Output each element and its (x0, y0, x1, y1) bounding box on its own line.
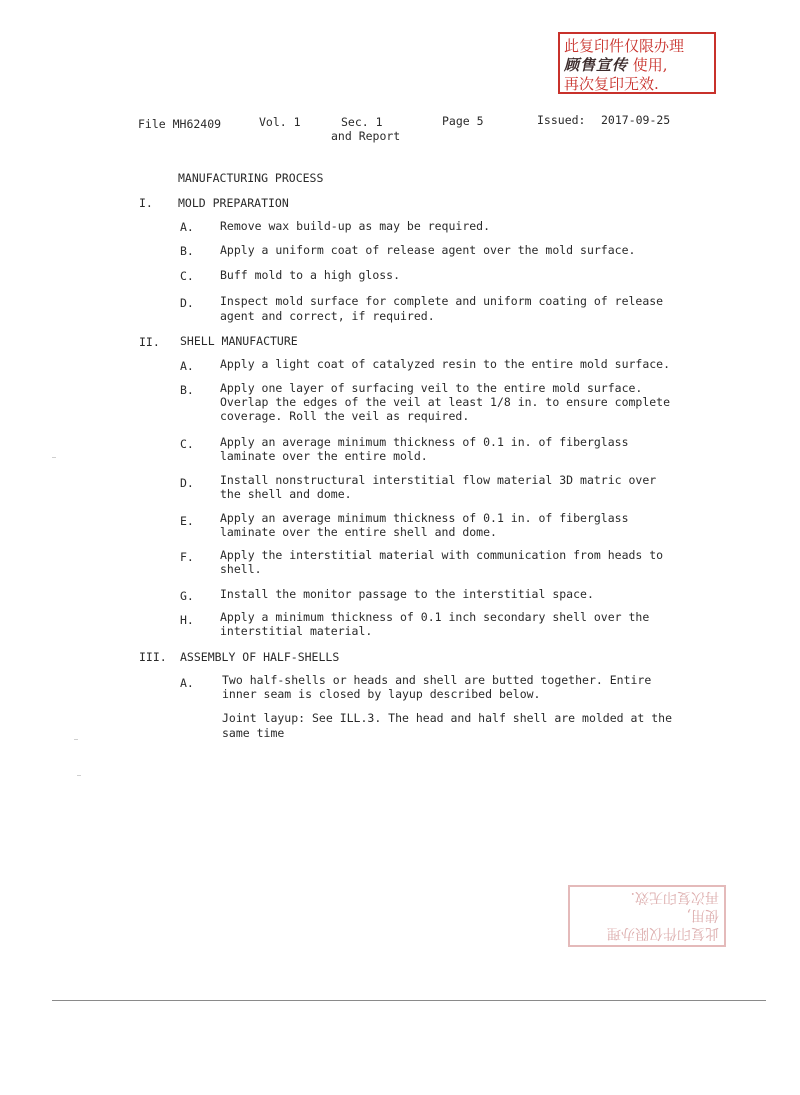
section: Sec. 1 (341, 115, 383, 129)
stamp-line-2-suffix: 使用, (632, 56, 668, 74)
item-text: Remove wax build-up as may be required. (220, 219, 491, 233)
scan-speck (77, 775, 81, 776)
section-numeral: I. (139, 196, 153, 210)
item-letter: B. (180, 244, 194, 258)
issued-label: Issued: (537, 113, 586, 127)
item-letter: B. (180, 383, 194, 397)
item-letter: D. (180, 476, 194, 490)
section-numeral: II. (139, 335, 160, 349)
file-number: File MH62409 (138, 117, 222, 131)
note-text: same time (222, 726, 285, 740)
section-title: SHELL MANUFACTURE (180, 334, 298, 348)
item-letter: A. (180, 359, 194, 373)
stamp-line-2 (564, 56, 710, 75)
item-text: Install nonstructural interstitial flow material 3D matric over (220, 473, 657, 487)
issued-date: 2017-09-25 (601, 113, 671, 127)
note-text: Joint layup: See ILL.3. The head and half shell are molded at the (222, 711, 673, 725)
item-text: Apply one layer of surfacing veil to the entire mold surface. (220, 381, 643, 395)
section-subtitle: and Report (331, 129, 401, 143)
stamp-line-1: 此复印件仅限办理 (564, 37, 685, 55)
item-text: Apply a light coat of catalyzed resin to the entire mold surface. (220, 357, 671, 371)
section-title: ASSEMBLY OF HALF-SHELLS (180, 650, 340, 664)
item-letter: E. (180, 514, 194, 528)
item-text: Apply a uniform coat of release agent over the mold surface. (220, 243, 636, 257)
volume: Vol. 1 (259, 115, 301, 129)
item-text: shell. (220, 562, 262, 576)
document-title: MANUFACTURING PROCESS (178, 171, 324, 185)
item-text: Two half-shells or heads and shell are butted together. Entire (222, 673, 652, 687)
item-text: Apply the interstitial material with communication from heads to (220, 548, 664, 562)
footer-rule (52, 1000, 766, 1001)
faded-stamp-line-3: 再次复印无效. (630, 889, 719, 905)
item-text: laminate over the entire mold. (220, 449, 428, 463)
item-text: Inspect mold surface for complete and uniform coating of release (220, 294, 664, 308)
faded-stamp-line-2: 使用, (686, 907, 719, 923)
item-letter: A. (180, 676, 194, 690)
item-text: Overlap the edges of the veil at least 1/8 in. to ensure complete (220, 395, 671, 409)
item-letter: F. (180, 550, 194, 564)
item-letter: A. (180, 220, 194, 234)
item-text: Install the monitor passage to the interstitial space. (220, 587, 594, 601)
faded-stamp-line-1: 此复印件仅限办理 (607, 925, 719, 941)
item-text: the shell and dome. (220, 487, 352, 501)
scan-speck (74, 739, 78, 740)
scan-speck (52, 457, 56, 458)
item-text: laminate over the entire shell and dome. (220, 525, 497, 539)
page-number: Page 5 (442, 114, 484, 128)
item-letter: C. (180, 269, 194, 283)
item-letter: H. (180, 613, 194, 627)
item-letter: D. (180, 296, 194, 310)
stamp-line-3: 再次复印无效. (564, 75, 659, 93)
stamp-signature: 顾售宣传 (564, 56, 629, 74)
item-letter: G. (180, 589, 194, 603)
copy-restriction-stamp (558, 32, 716, 94)
section-numeral: III. (139, 650, 167, 664)
item-text: inner seam is closed by layup described below. (222, 687, 541, 701)
item-text: Apply an average minimum thickness of 0.1 in. of fiberglass (220, 511, 629, 525)
item-text: Buff mold to a high gloss. (220, 268, 401, 282)
item-letter: C. (180, 437, 194, 451)
item-text: Apply an average minimum thickness of 0.1 in. of fiberglass (220, 435, 629, 449)
section-title: MOLD PREPARATION (178, 196, 289, 210)
item-text: interstitial material. (220, 624, 373, 638)
item-text: coverage. Roll the veil as required. (220, 409, 470, 423)
item-text: Apply a minimum thickness of 0.1 inch secondary shell over the (220, 610, 650, 624)
faded-copy-stamp (568, 885, 726, 947)
item-text: agent and correct, if required. (220, 309, 435, 323)
